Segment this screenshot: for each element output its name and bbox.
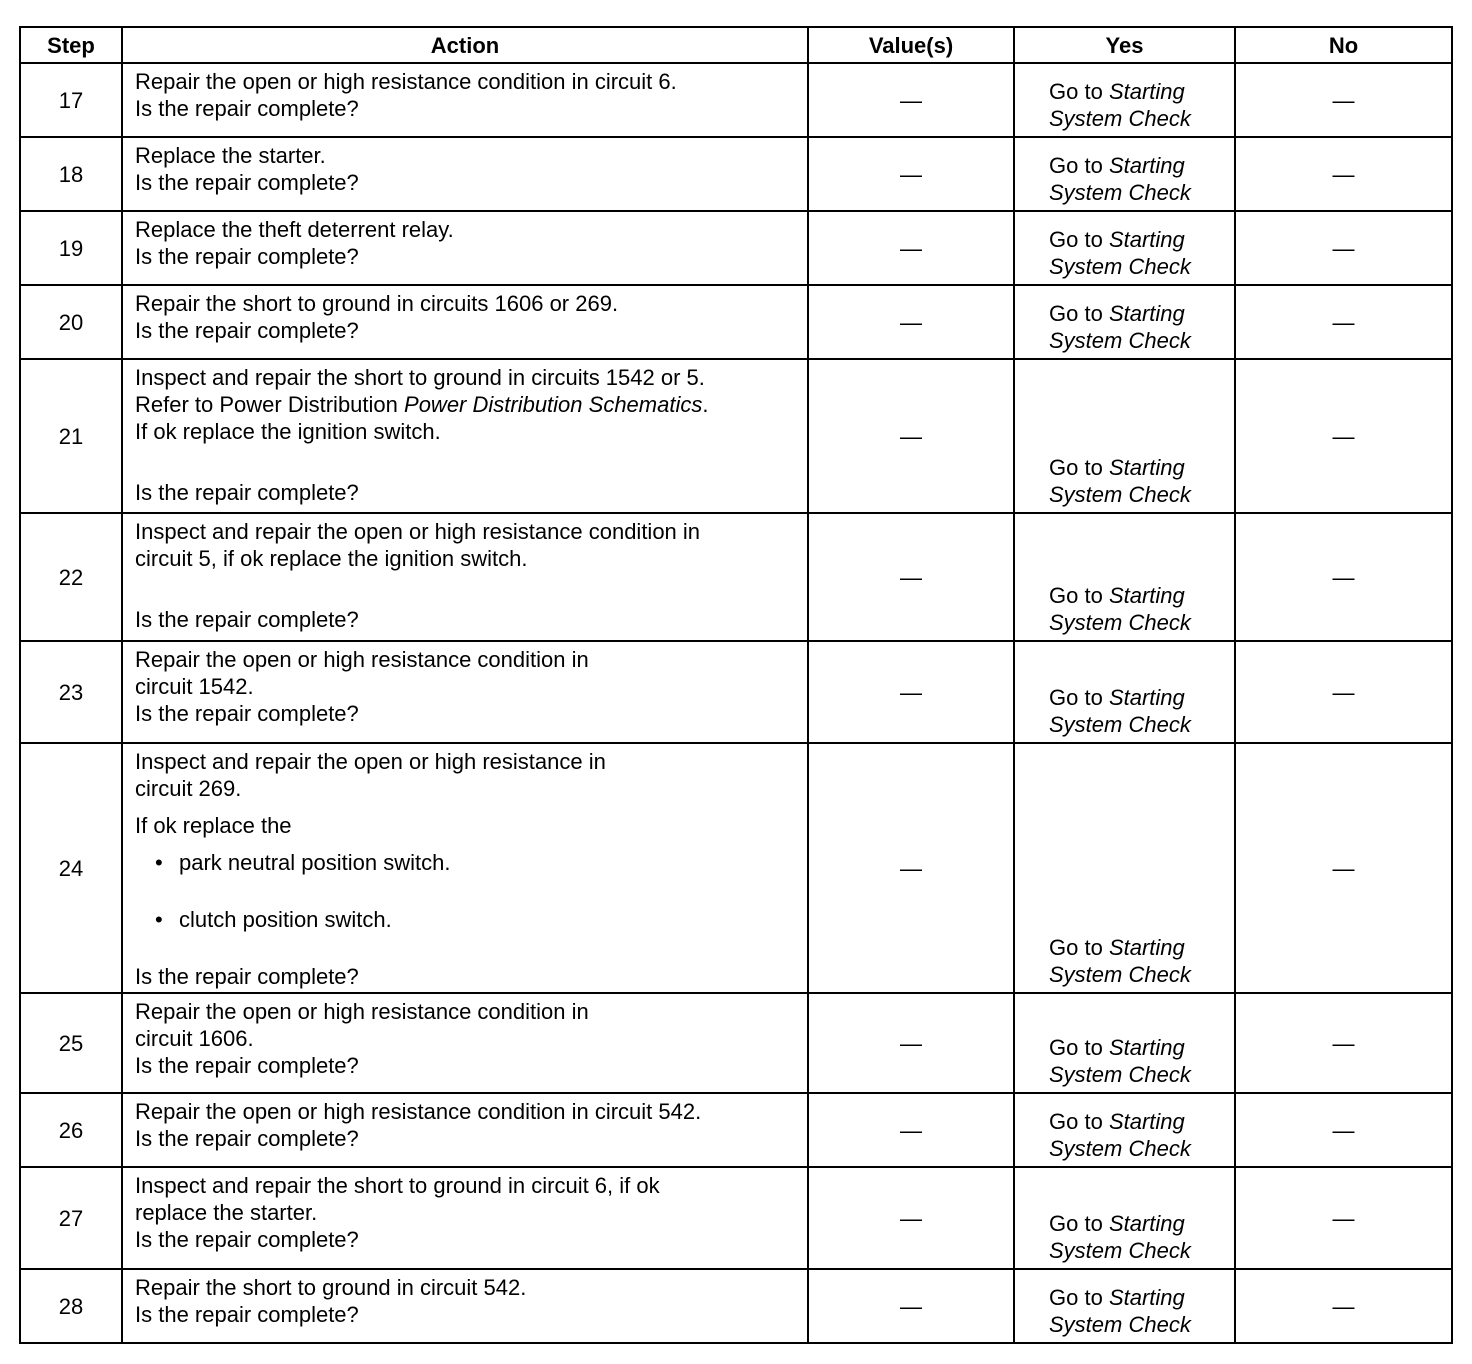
yes-cell bbox=[1014, 993, 1235, 1093]
no-cell: — bbox=[1235, 641, 1452, 743]
table-row bbox=[20, 1167, 1452, 1269]
header-yes: Yes bbox=[1014, 27, 1235, 63]
action-question: Is the repair complete? bbox=[135, 170, 359, 195]
goto-text: Go to bbox=[1049, 685, 1103, 710]
goto-text: Go to bbox=[1049, 935, 1103, 960]
yes-cell bbox=[1014, 63, 1235, 137]
spacer bbox=[135, 445, 795, 479]
starting-system-check-link[interactable]: Starting bbox=[1108, 935, 1185, 960]
spacer bbox=[135, 572, 795, 606]
no-cell: — bbox=[1235, 359, 1452, 513]
action-text: If ok replace the ignition switch. bbox=[135, 419, 441, 444]
yes-cell bbox=[1014, 285, 1235, 359]
action-text: Repair the short to ground in circuits 1606 or 269. bbox=[135, 291, 619, 316]
action-question: Is the repair complete? bbox=[135, 1053, 359, 1078]
goto-text: Go to bbox=[1049, 301, 1103, 326]
no-cell: — bbox=[1235, 211, 1452, 285]
starting-system-check-link[interactable]: Starting bbox=[1108, 1211, 1185, 1236]
action-text: Repair the open or high resistance condition in bbox=[135, 647, 589, 672]
table-row bbox=[20, 211, 1452, 285]
no-cell: — bbox=[1235, 1093, 1452, 1167]
starting-system-check-link[interactable]: System Check bbox=[1049, 482, 1191, 507]
table-row bbox=[20, 641, 1452, 743]
action-text: Inspect and repair the short to ground in circuits 1542 or 5. bbox=[135, 365, 705, 390]
goto-text: Go to bbox=[1049, 153, 1103, 178]
action-text-part: Refer to Power Distribution bbox=[135, 392, 398, 417]
value-cell: — bbox=[808, 641, 1014, 743]
starting-system-check-link[interactable]: System Check bbox=[1049, 1136, 1191, 1161]
table-row bbox=[20, 1093, 1452, 1167]
yes-cell bbox=[1014, 641, 1235, 743]
no-cell: — bbox=[1235, 137, 1452, 211]
action-cell bbox=[122, 359, 808, 513]
goto-text: Go to bbox=[1049, 1211, 1103, 1236]
action-text: Replace the theft deterrent relay. bbox=[135, 217, 454, 242]
step-number: 24 bbox=[20, 743, 122, 993]
starting-system-check-link[interactable]: System Check bbox=[1049, 712, 1191, 737]
value-cell: — bbox=[808, 63, 1014, 137]
action-text: Repair the open or high resistance condition in bbox=[135, 999, 589, 1024]
value-cell: — bbox=[808, 743, 1014, 993]
step-number: 20 bbox=[20, 285, 122, 359]
header-values: Value(s) bbox=[808, 27, 1014, 63]
starting-system-check-link[interactable]: Starting bbox=[1108, 153, 1185, 178]
step-number: 25 bbox=[20, 993, 122, 1093]
yes-cell bbox=[1014, 743, 1235, 993]
starting-system-check-link[interactable]: Starting bbox=[1108, 1109, 1185, 1134]
step-number: 26 bbox=[20, 1093, 122, 1167]
no-cell: — bbox=[1235, 63, 1452, 137]
header-no: No bbox=[1235, 27, 1452, 63]
action-text: Repair the open or high resistance condition in circuit 542. bbox=[135, 1099, 702, 1124]
action-question: Is the repair complete? bbox=[135, 96, 359, 121]
starting-system-check-link[interactable]: Starting bbox=[1108, 301, 1185, 326]
yes-cell bbox=[1014, 1093, 1235, 1167]
value-cell: — bbox=[808, 1093, 1014, 1167]
yes-cell bbox=[1014, 137, 1235, 211]
starting-system-check-link[interactable]: Starting bbox=[1108, 227, 1185, 252]
table-row bbox=[20, 285, 1452, 359]
bullet-item: • park neutral position switch. bbox=[135, 849, 795, 876]
starting-system-check-link[interactable]: Starting bbox=[1108, 1285, 1185, 1310]
spacer bbox=[135, 876, 795, 906]
starting-system-check-link[interactable]: System Check bbox=[1049, 1062, 1191, 1087]
starting-system-check-link[interactable]: System Check bbox=[1049, 1238, 1191, 1263]
action-cell bbox=[122, 1093, 808, 1167]
goto-text: Go to bbox=[1049, 79, 1103, 104]
value-cell: — bbox=[808, 137, 1014, 211]
action-cell bbox=[122, 211, 808, 285]
power-distribution-schematics-link[interactable]: Power Distribution Schematics bbox=[404, 392, 703, 417]
action-cell bbox=[122, 137, 808, 211]
value-cell: — bbox=[808, 1167, 1014, 1269]
table-row bbox=[20, 137, 1452, 211]
value-cell: — bbox=[808, 359, 1014, 513]
table-row bbox=[20, 359, 1452, 513]
action-text: Repair the short to ground in circuit 542. bbox=[135, 1275, 527, 1300]
spacer bbox=[135, 802, 795, 812]
action-text bbox=[135, 391, 795, 418]
goto-text: Go to bbox=[1049, 1109, 1103, 1134]
action-text: If ok replace the bbox=[135, 813, 292, 838]
starting-system-check-link[interactable]: System Check bbox=[1049, 962, 1191, 987]
action-question: Is the repair complete? bbox=[135, 607, 359, 632]
starting-system-check-link[interactable]: Starting bbox=[1108, 685, 1185, 710]
action-text: Inspect and repair the short to ground in circuit 6, if ok bbox=[135, 1173, 660, 1198]
step-number: 18 bbox=[20, 137, 122, 211]
yes-cell bbox=[1014, 513, 1235, 641]
goto-text: Go to bbox=[1049, 1035, 1103, 1060]
starting-system-check-link[interactable]: System Check bbox=[1049, 1312, 1191, 1337]
action-text: circuit 269. bbox=[135, 776, 242, 801]
action-cell bbox=[122, 1167, 808, 1269]
header-action: Action bbox=[122, 27, 808, 63]
action-text: Inspect and repair the open or high resistance condition in bbox=[135, 519, 701, 544]
action-cell bbox=[122, 285, 808, 359]
goto-text: Go to bbox=[1049, 583, 1103, 608]
step-number: 22 bbox=[20, 513, 122, 641]
step-number: 23 bbox=[20, 641, 122, 743]
step-number: 27 bbox=[20, 1167, 122, 1269]
action-cell bbox=[122, 1269, 808, 1343]
bullet-item: • clutch position switch. bbox=[135, 906, 795, 933]
starting-system-check-link[interactable]: System Check bbox=[1049, 610, 1191, 635]
action-question: Is the repair complete? bbox=[135, 964, 359, 989]
starting-system-check-link[interactable]: Starting bbox=[1108, 79, 1185, 104]
no-cell: — bbox=[1235, 993, 1452, 1093]
starting-system-check-link[interactable]: Starting bbox=[1108, 583, 1185, 608]
action-question: Is the repair complete? bbox=[135, 701, 359, 726]
action-text: Replace the starter. bbox=[135, 143, 326, 168]
step-number: 28 bbox=[20, 1269, 122, 1343]
value-cell: — bbox=[808, 1269, 1014, 1343]
action-question: Is the repair complete? bbox=[135, 1302, 359, 1327]
header-row bbox=[20, 27, 1452, 63]
action-cell bbox=[122, 513, 808, 641]
starting-system-check-link[interactable]: System Check bbox=[1049, 328, 1191, 353]
action-question: Is the repair complete? bbox=[135, 244, 359, 269]
action-text: circuit 1606. bbox=[135, 1026, 254, 1051]
starting-system-check-link[interactable]: Starting bbox=[1108, 1035, 1185, 1060]
value-cell: — bbox=[808, 285, 1014, 359]
no-cell: — bbox=[1235, 1269, 1452, 1343]
goto-text: Go to bbox=[1049, 227, 1103, 252]
action-text: replace the starter. bbox=[135, 1200, 318, 1225]
action-question: Is the repair complete? bbox=[135, 318, 359, 343]
starting-system-check-link[interactable]: System Check bbox=[1049, 106, 1191, 131]
action-text-part: . bbox=[702, 392, 709, 417]
value-cell: — bbox=[808, 513, 1014, 641]
step-number: 19 bbox=[20, 211, 122, 285]
table-row bbox=[20, 743, 1452, 993]
action-cell bbox=[122, 743, 808, 993]
yes-cell bbox=[1014, 211, 1235, 285]
value-cell: — bbox=[808, 993, 1014, 1093]
header-step: Step bbox=[20, 27, 122, 63]
action-cell bbox=[122, 63, 808, 137]
yes-cell bbox=[1014, 1167, 1235, 1269]
action-text: circuit 5, if ok replace the ignition switch. bbox=[135, 546, 528, 571]
goto-text: Go to bbox=[1049, 455, 1103, 480]
table-row bbox=[20, 63, 1452, 137]
step-number: 21 bbox=[20, 359, 122, 513]
action-question: Is the repair complete? bbox=[135, 1227, 359, 1252]
goto-text: Go to bbox=[1049, 1285, 1103, 1310]
action-question: Is the repair complete? bbox=[135, 1126, 359, 1151]
table-row bbox=[20, 513, 1452, 641]
starting-system-check-link[interactable]: System Check bbox=[1049, 180, 1191, 205]
table-row bbox=[20, 1269, 1452, 1343]
action-text: Repair the open or high resistance condition in circuit 6. bbox=[135, 69, 677, 94]
table-row bbox=[20, 993, 1452, 1093]
action-cell bbox=[122, 993, 808, 1093]
no-cell: — bbox=[1235, 743, 1452, 993]
action-cell bbox=[122, 641, 808, 743]
no-cell: — bbox=[1235, 285, 1452, 359]
value-cell: — bbox=[808, 211, 1014, 285]
spacer bbox=[135, 933, 795, 963]
no-cell: — bbox=[1235, 1167, 1452, 1269]
starting-system-check-link[interactable]: Starting bbox=[1108, 455, 1185, 480]
action-text: circuit 1542. bbox=[135, 674, 254, 699]
no-cell: — bbox=[1235, 513, 1452, 641]
diagnostic-table bbox=[19, 26, 1453, 1344]
starting-system-check-link[interactable]: System Check bbox=[1049, 254, 1191, 279]
spacer bbox=[135, 839, 795, 849]
yes-cell bbox=[1014, 359, 1235, 513]
action-text: Inspect and repair the open or high resistance in bbox=[135, 749, 606, 774]
step-number: 17 bbox=[20, 63, 122, 137]
action-question: Is the repair complete? bbox=[135, 480, 359, 505]
yes-cell bbox=[1014, 1269, 1235, 1343]
